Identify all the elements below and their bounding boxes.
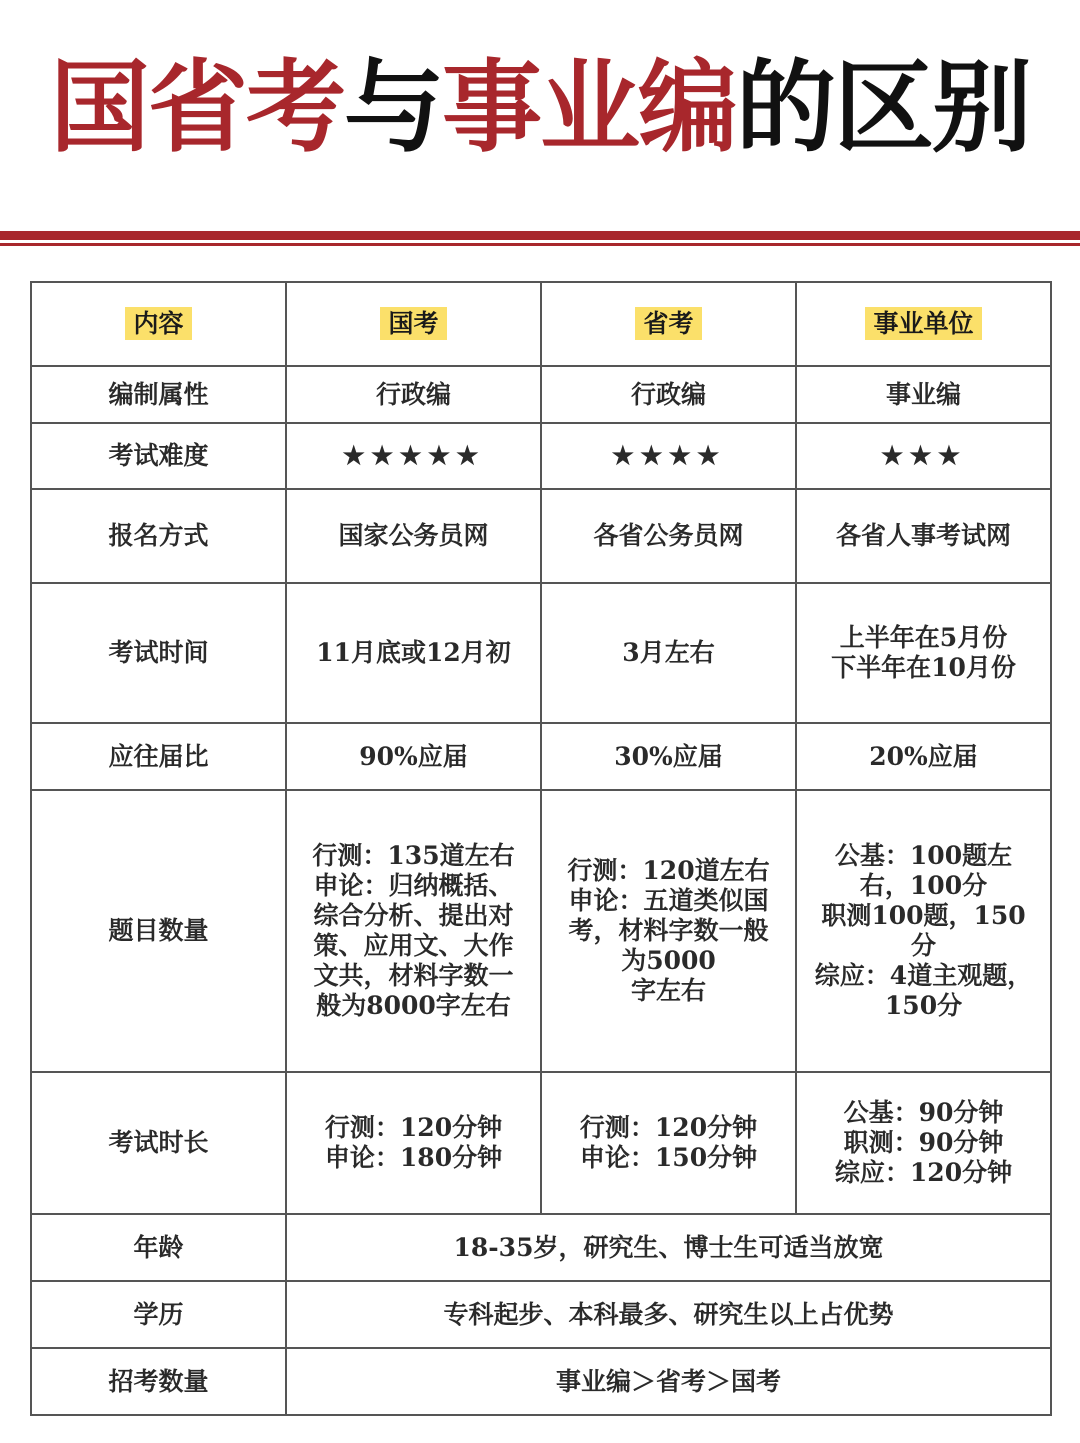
cell-line: 综应：4道主观题， [814,961,1033,990]
merged-cell: 事业编＞省考＞国考 [286,1348,1051,1415]
row-label: 考试时长 [31,1072,286,1214]
row-label: 年龄 [31,1214,286,1281]
cell-line: 150分 [884,991,963,1020]
cell-line: 公基：100题左 [834,841,1013,870]
title-part-4: 的区别 [736,49,1030,166]
difficulty-stars: ★★★★ [541,423,796,489]
cell-line: 上半年在5月份 [839,623,1008,652]
cell-line: 申论：180分钟 [324,1143,503,1172]
title-part-3: 事业编 [442,49,736,166]
table-cell [286,1072,541,1214]
row-label: 学历 [31,1281,286,1348]
comparison-table [30,281,1052,1416]
row-label: 招考数量 [31,1348,286,1415]
row-label: 考试时间 [31,583,286,723]
table-cell: 各省公务员网 [541,489,796,583]
table-cell: 90%应届 [286,723,541,790]
header-label: 内容 [125,307,191,340]
cell-line: 分 [910,931,936,960]
table-cell [796,583,1051,723]
table-row [31,1072,1051,1214]
header-label: 事业单位 [865,307,981,340]
cell-line: 考，材料字数一般 [568,916,769,945]
table-row [31,1348,1051,1415]
cell-line: 文共，材料字数一 [313,961,514,990]
row-label: 编制属性 [31,366,286,423]
cell-line: 公基：90分钟 [843,1098,1004,1127]
table-cell: 11月底或12月初 [286,583,541,723]
cell-line: 综应：120分钟 [834,1158,1013,1187]
cell-line: 右，100分 [859,871,988,900]
table-cell [286,790,541,1072]
header-label: 国考 [380,307,446,340]
table-cell: 30%应届 [541,723,796,790]
cell-line: 字左右 [630,976,706,1005]
title-divider-thin [0,243,1080,246]
cell-line: 下半年在10月份 [831,653,1016,682]
header-cell-content [31,282,286,366]
cell-line: 行测：120分钟 [324,1113,503,1142]
row-label: 考试难度 [31,423,286,489]
table-row [31,583,1051,723]
table-cell: 行政编 [286,366,541,423]
cell-line: 策、应用文、大作 [313,931,514,960]
page-title [0,48,1080,168]
row-label: 应往届比 [31,723,286,790]
cell-line: 职测：90分钟 [843,1128,1004,1157]
table-row [31,1281,1051,1348]
table-row [31,423,1051,489]
cell-line: 般为8000字左右 [316,991,511,1020]
header-row [31,282,1051,366]
row-label: 报名方式 [31,489,286,583]
table-cell: 20%应届 [796,723,1051,790]
row-label: 题目数量 [31,790,286,1072]
cell-line: 行测：120道左右 [567,856,770,885]
cell-line: 行测：120分钟 [579,1113,758,1142]
merged-cell: 专科起步、本科最多、研究生以上占优势 [286,1281,1051,1348]
cell-line: 申论：归纳概括、 [313,871,514,900]
table-cell: 国家公务员网 [286,489,541,583]
difficulty-stars: ★★★ [796,423,1051,489]
header-label: 省考 [635,307,701,340]
cell-line: 行测：135道左右 [312,841,515,870]
table-cell [796,790,1051,1072]
table-row [31,790,1051,1072]
header-cell-shengkao [541,282,796,366]
table-cell: 事业编 [796,366,1051,423]
title-part-1: 国省考 [50,49,344,166]
title-part-2: 与 [344,49,442,166]
table-cell [541,1072,796,1214]
cell-line: 综合分析、提出对 [313,901,514,930]
merged-cell: 18-35岁，研究生、博士生可适当放宽 [286,1214,1051,1281]
title-divider-thick [0,231,1080,240]
header-cell-guokao [286,282,541,366]
table-cell: 3月左右 [541,583,796,723]
cell-line: 为5000 [621,946,716,975]
table-cell [541,790,796,1072]
table-row [31,489,1051,583]
table-row [31,366,1051,423]
table-cell: 行政编 [541,366,796,423]
difficulty-stars: ★★★★★ [286,423,541,489]
cell-line: 申论：150分钟 [579,1143,758,1172]
table-cell [796,1072,1051,1214]
table-row [31,723,1051,790]
table-cell: 各省人事考试网 [796,489,1051,583]
table-row [31,1214,1051,1281]
cell-line: 申论：五道类似国 [568,886,769,915]
header-cell-shiye [796,282,1051,366]
cell-line: 职测100题，150 [821,901,1026,930]
